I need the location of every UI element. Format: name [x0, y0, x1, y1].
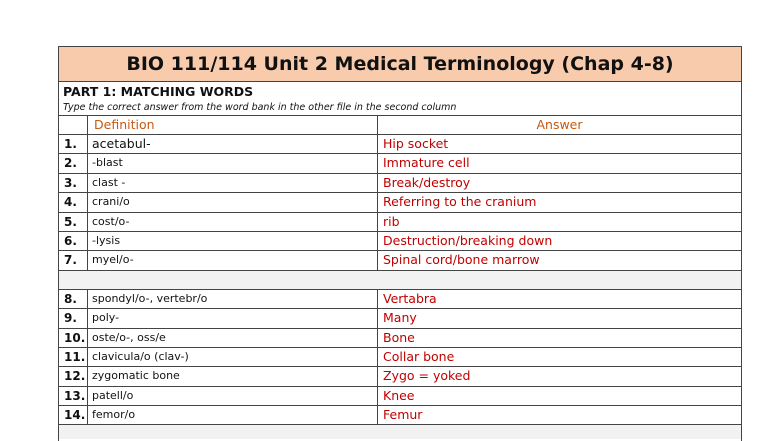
number-header	[59, 116, 88, 134]
term-row	[59, 387, 741, 406]
term-row	[59, 348, 741, 367]
term-number: 7.	[59, 251, 88, 269]
term-definition: oste/o-, oss/e	[88, 329, 378, 347]
term-answer-cell[interactable]: Destruction/breaking down	[383, 232, 553, 248]
term-row	[59, 154, 741, 173]
term-definition: clavicula/o (clav-)	[88, 348, 378, 366]
term-group-1	[59, 135, 741, 271]
term-definition: clast -	[88, 174, 378, 192]
term-definition: -blast	[88, 154, 378, 172]
term-definition: poly-	[88, 309, 378, 327]
term-row	[59, 329, 741, 348]
column-header-row	[59, 116, 741, 135]
term-definition: patell/o	[88, 387, 378, 405]
term-row	[59, 406, 741, 425]
term-definition: myel/o-	[88, 251, 378, 269]
term-number: 10.	[59, 329, 88, 347]
term-group-2	[59, 290, 741, 426]
answer-header: Answer	[536, 117, 583, 132]
term-number: 8.	[59, 290, 88, 308]
term-definition: -lysis	[88, 232, 378, 250]
term-answer-cell[interactable]: Zygo = yoked	[383, 368, 471, 384]
footer-spacer	[59, 425, 741, 439]
term-definition: femor/o	[88, 406, 378, 424]
term-row	[59, 309, 741, 328]
term-row	[59, 251, 741, 270]
term-number: 5.	[59, 213, 88, 231]
term-number: 3.	[59, 174, 88, 192]
term-number: 4.	[59, 193, 88, 211]
term-answer-cell[interactable]: Femur	[383, 407, 423, 423]
definition-header: Definition	[88, 116, 378, 134]
group-spacer-row	[59, 271, 741, 290]
term-definition: cost/o-	[88, 213, 378, 231]
part-header	[59, 82, 741, 116]
term-definition: acetabul-	[88, 135, 378, 153]
term-number: 12.	[59, 367, 88, 385]
term-definition: crani/o	[88, 193, 378, 211]
term-answer-cell[interactable]: Immature cell	[383, 155, 470, 171]
term-number: 11.	[59, 348, 88, 366]
term-row	[59, 367, 741, 386]
term-answer-cell[interactable]: Referring to the cranium	[383, 194, 537, 210]
term-answer-cell[interactable]: Knee	[383, 387, 415, 403]
term-definition: spondyl/o-, vertebr/o	[88, 290, 378, 308]
term-number: 1.	[59, 135, 88, 153]
terminology-sheet	[58, 46, 742, 441]
term-row	[59, 193, 741, 212]
part-instructions: Type the correct answer from the word bank in the other file in the second column	[63, 102, 457, 113]
term-answer-cell[interactable]: Bone	[383, 329, 415, 345]
term-answer-cell[interactable]: Many	[383, 310, 417, 326]
term-row	[59, 232, 741, 251]
term-row	[59, 213, 741, 232]
part-heading: PART 1: MATCHING WORDS	[63, 84, 254, 99]
term-number: 6.	[59, 232, 88, 250]
term-answer-cell[interactable]: rib	[383, 213, 400, 229]
sheet-title: BIO 111/114 Unit 2 Medical Terminology (Chap 4-8)	[59, 47, 741, 82]
term-number: 2.	[59, 154, 88, 172]
term-answer-cell[interactable]: Spinal cord/bone marrow	[383, 252, 540, 268]
term-definition: zygomatic bone	[88, 367, 378, 385]
term-answer-cell[interactable]: Vertabra	[383, 290, 437, 306]
term-number: 13.	[59, 387, 88, 405]
term-number: 14.	[59, 406, 88, 424]
term-number: 9.	[59, 309, 88, 327]
term-answer-cell[interactable]: Hip socket	[383, 136, 449, 151]
term-answer-cell[interactable]: Break/destroy	[383, 174, 471, 190]
term-row	[59, 290, 741, 309]
term-answer-cell[interactable]: Collar bone	[383, 348, 455, 364]
term-row	[59, 174, 741, 193]
term-row	[59, 135, 741, 154]
